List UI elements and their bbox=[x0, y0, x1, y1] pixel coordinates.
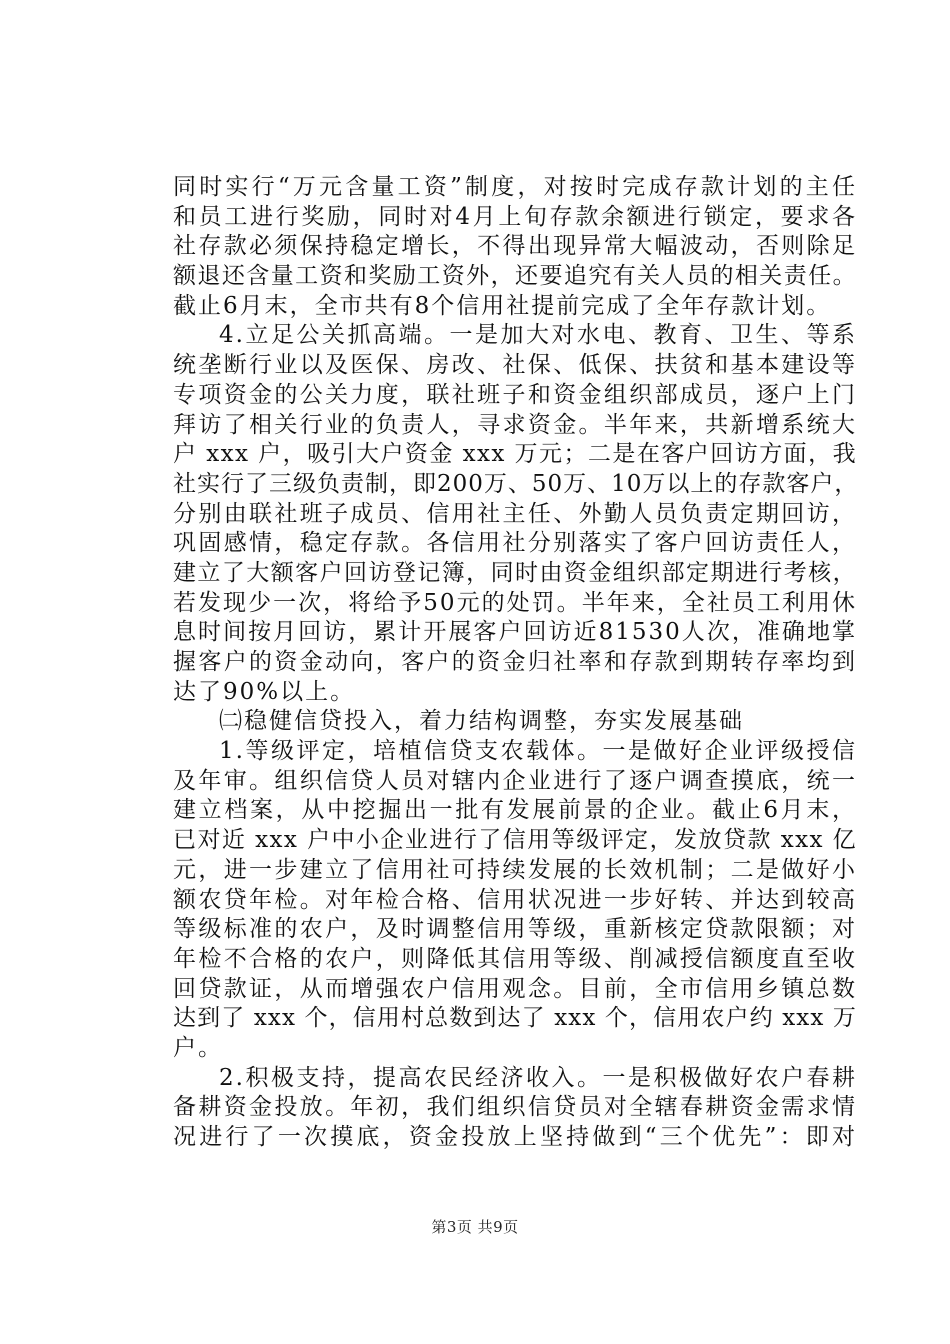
document-body bbox=[173, 173, 857, 1153]
text-line: 况进行了一次摸底，资金投放上坚持做到“三个优先”：即对 bbox=[173, 1124, 857, 1150]
text-line: 户。 bbox=[173, 1034, 223, 1061]
text-line: 握客户的资金动向，客户的资金归社率和存款到期转存率均到 bbox=[173, 649, 857, 675]
text-line: 2.积极支持，提高农民经济收入。一是积极做好农户春耕 bbox=[219, 1064, 857, 1091]
text-line: 等级标准的农户，及时调整信用等级，重新核定贷款限额；对 bbox=[173, 916, 857, 943]
text-line: 拜访了相关行业的负责人，寻求资金。半年来，共新增系统大 bbox=[173, 411, 857, 438]
text-line: 息时间按月回访，累计开展客户回访近81530人次，准确地掌 bbox=[173, 619, 857, 646]
text-line: 备耕资金投放。年初，我们组织信贷员对全辖春耕资金需求情 bbox=[173, 1094, 857, 1121]
text-line: 建立了大额客户回访登记簿，同时由资金组织部定期进行考核， bbox=[173, 559, 857, 586]
text-line: 额农贷年检。对年检合格、信用状况进一步好转、并达到较高 bbox=[173, 886, 857, 913]
text-line: ㈡稳健信贷投入，着力结构调整，夯实发展基础 bbox=[219, 708, 744, 735]
text-line: 及年审。组织信贷人员对辖内企业进行了逐户调查摸底，统一 bbox=[173, 767, 857, 794]
text-line: 建立档案，从中挖掘出一批有发展前景的企业。截止6月末， bbox=[173, 797, 857, 824]
text-line: 4.立足公关抓高端。一是加大对水电、教育、卫生、等系 bbox=[219, 322, 857, 349]
text-line: 社实行了三级负责制，即200万、50万、10万以上的存款客户， bbox=[173, 470, 859, 497]
page-footer: 第3页 共9页 bbox=[431, 1218, 519, 1236]
text-line: 年检不合格的农户，则降低其信用等级、削减授信额度直至收 bbox=[173, 945, 857, 972]
text-line: 达了90%以上。 bbox=[173, 678, 356, 705]
text-line: 若发现少一次，将给予50元的处罚。半年来，全社员工利用休 bbox=[173, 589, 857, 616]
text-line: 回贷款证，从而增强农户信用观念。目前，全市信用乡镇总数 bbox=[173, 975, 857, 1002]
text-line: 专项资金的公关力度，联社班子和资金组织部成员，逐户上门 bbox=[173, 381, 857, 408]
text-line: 1.等级评定，培植信贷支农载体。一是做好企业评级授信 bbox=[219, 738, 857, 765]
text-line: 元，进一步建立了信用社可持续发展的长效机制；二是做好小 bbox=[173, 856, 857, 883]
text-line: 截止6月末，全市共有8个信用社提前完成了全年存款计划。 bbox=[173, 292, 832, 319]
text-line: 社存款必须保持稳定增长，不得出现异常大幅波动，否则除足 bbox=[173, 233, 857, 260]
text-line: 同时实行“万元含量工资”制度，对按时完成存款计划的主任 bbox=[173, 174, 857, 200]
text-line: 统垄断行业以及医保、房改、社保、低保、扶贫和基本建设等 bbox=[173, 352, 857, 379]
text-line: 达到了 xxx 个，信用村总数到达了 xxx 个，信用农户约 xxx 万 bbox=[173, 1005, 857, 1032]
text-line: 已对近 xxx 户中小企业进行了信用等级评定，发放贷款 xxx 亿 bbox=[173, 827, 857, 854]
text-line: 和员工进行奖励，同时对4月上旬存款余额进行锁定，要求各 bbox=[173, 203, 857, 230]
text-line: 额退还含量工资和奖励工资外，还要追究有关人员的相关责任。 bbox=[173, 263, 857, 290]
text-line: 巩固感情，稳定存款。各信用社分别落实了客户回访责任人， bbox=[173, 530, 857, 557]
text-line: 户 xxx 户，吸引大户资金 xxx 万元；二是在客户回访方面，我 bbox=[173, 441, 857, 468]
text-line: 分别由联社班子成员、信用社主任、外勤人员负责定期回访， bbox=[173, 500, 857, 527]
